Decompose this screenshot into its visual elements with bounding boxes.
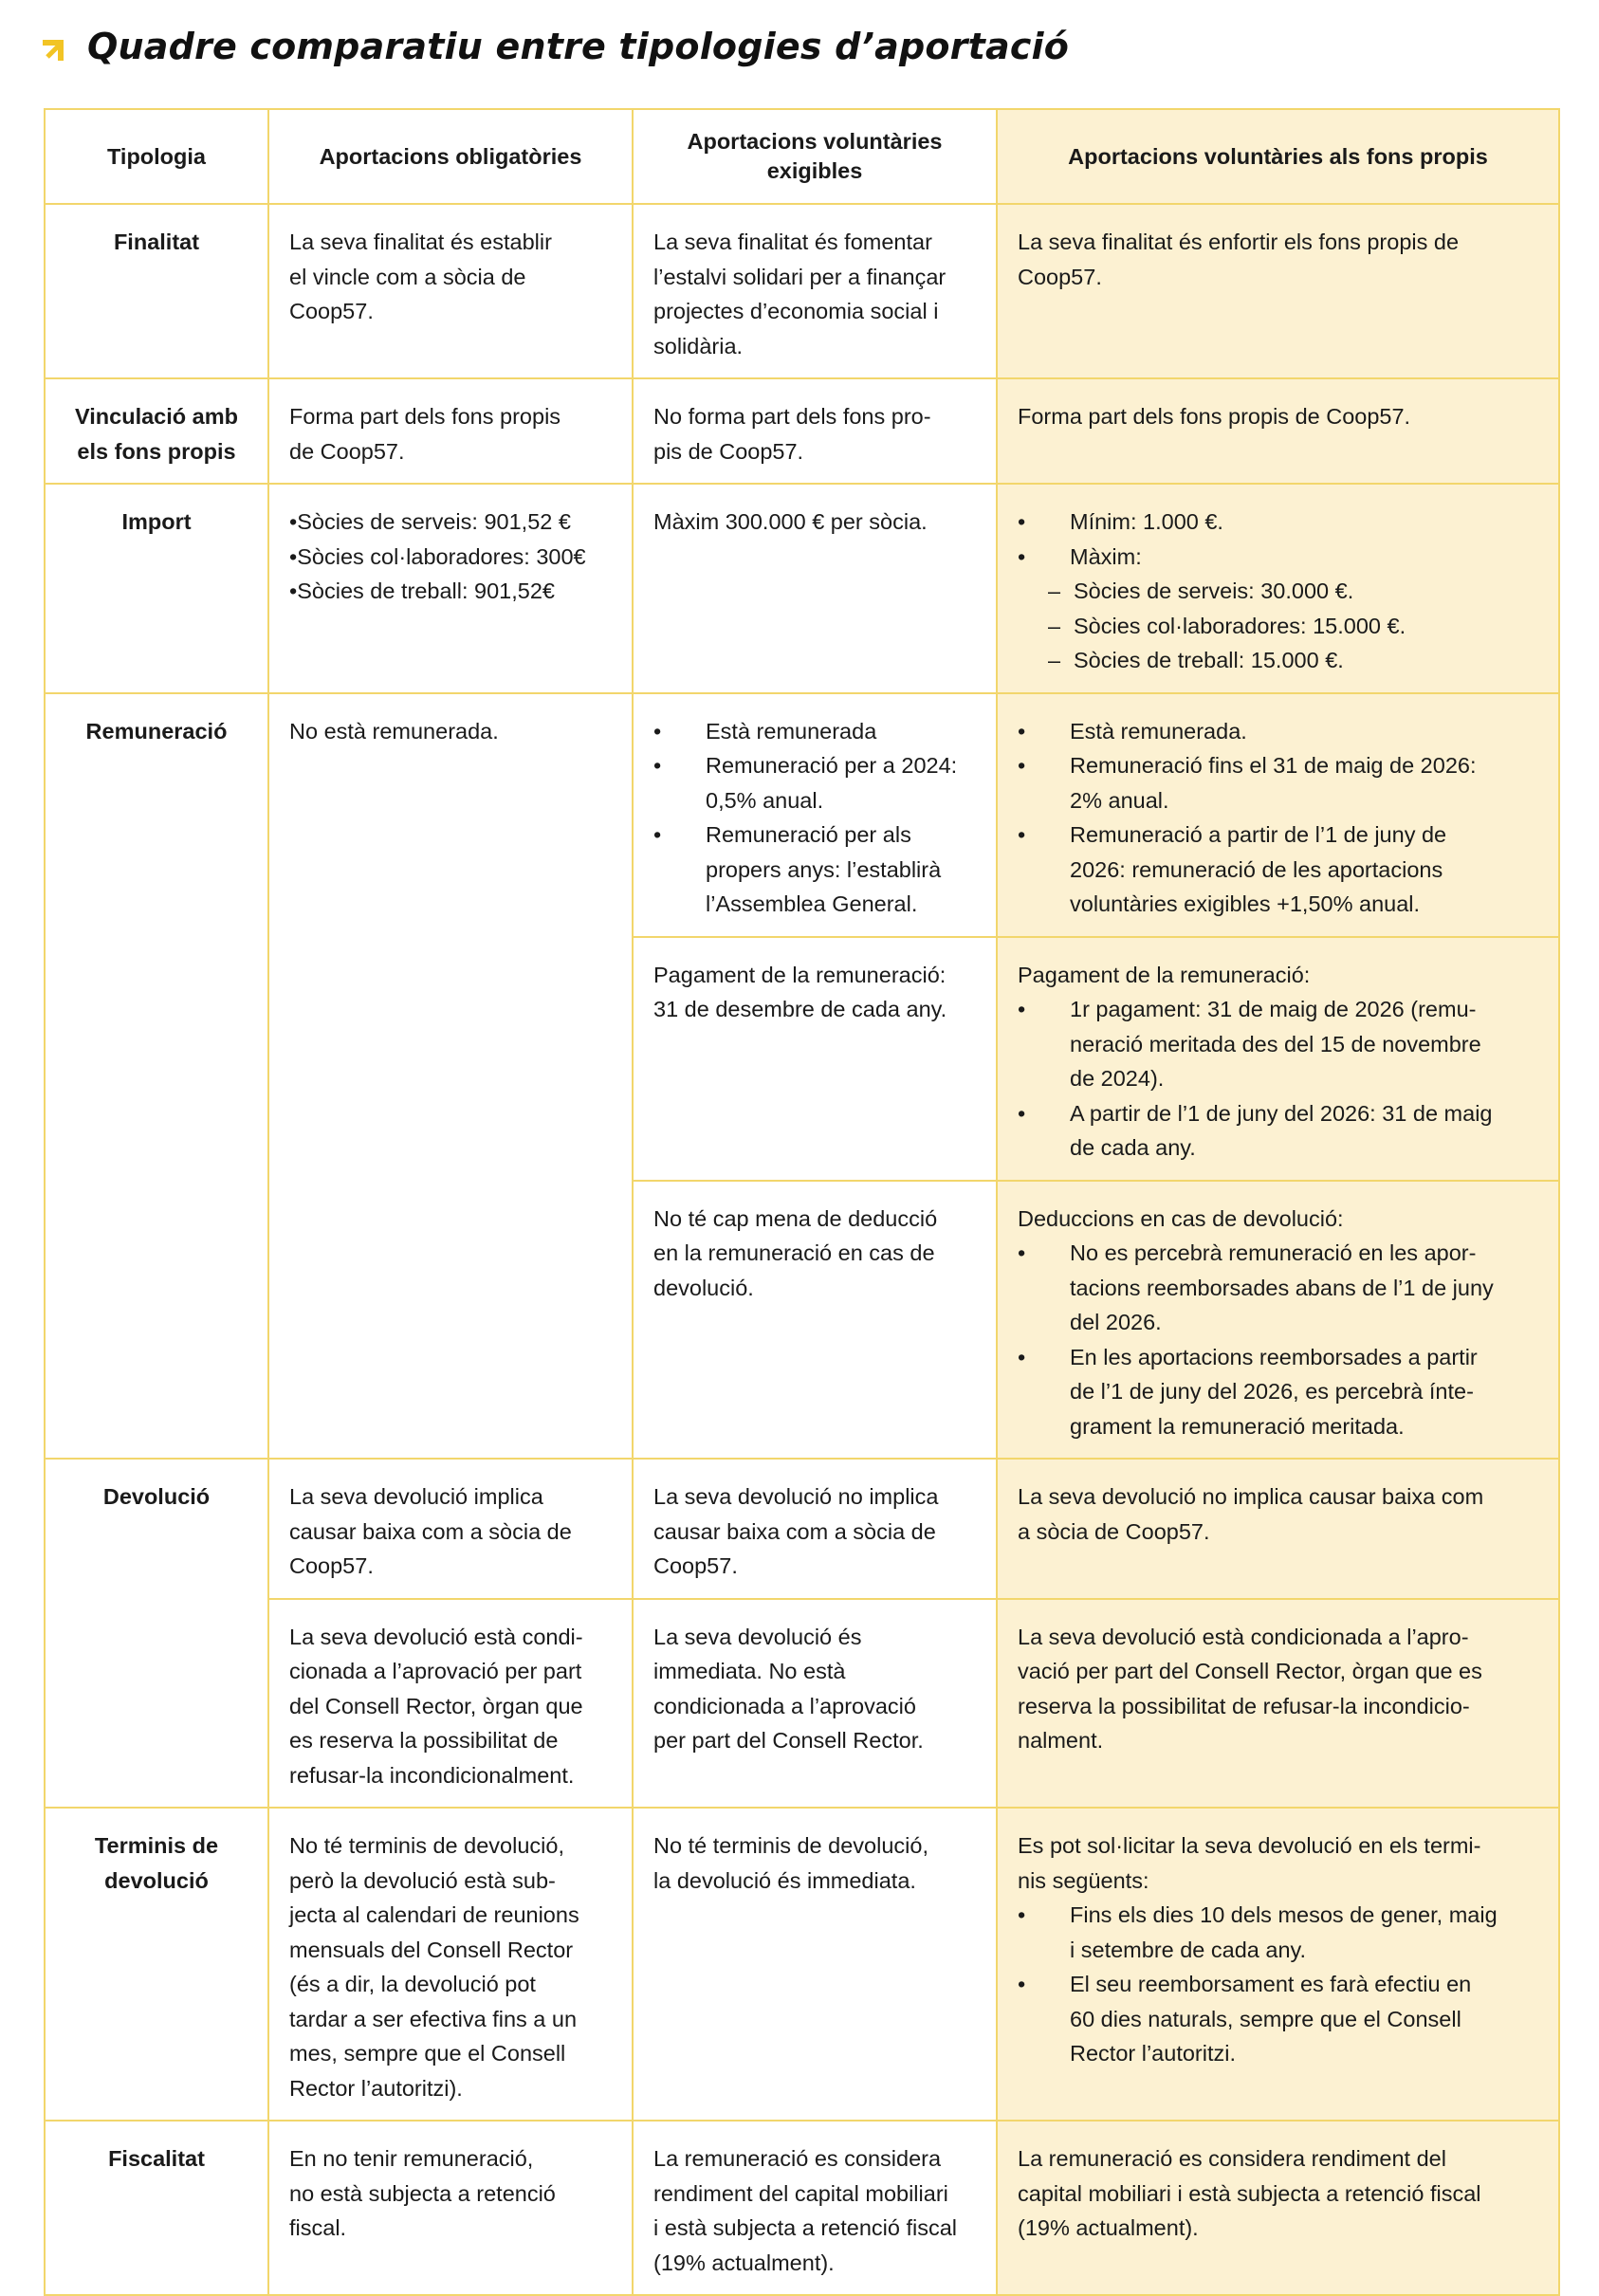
cell-remuneracio-fons-propis-1: [997, 693, 1559, 937]
list-item: • Remuneració fins el 31 de maig de 2026: 2% anual.: [1018, 748, 1539, 817]
row-devolucio-1: [45, 1459, 1559, 1599]
list-item: – Sòcies de treball: 15.000 €.: [1018, 643, 1539, 678]
remuneracio-fons-propis-list: [1018, 714, 1539, 922]
header-row: [45, 109, 1559, 204]
list-item: • A partir de l’1 de juny del 2026: 31 de maig de cada any.: [1018, 1096, 1539, 1166]
cell-remuneracio-obligatories: No està remunerada.: [268, 693, 633, 1460]
header-tipologia: Tipologia: [45, 109, 268, 204]
list-item: •Sòcies de treball: 901,52€: [289, 579, 555, 603]
list-item: •Sòcies col·laboradores: 300€: [289, 543, 586, 569]
list-item: • Remuneració per a 2024: 0,5% anual.: [653, 748, 977, 817]
list-item: – Sòcies col·laboradores: 15.000 €.: [1018, 609, 1539, 644]
cell-finalitat-voluntaries: La seva finalitat és fomentar l’estalvi solidari per a finançar projectes d’economia social i solidària.: [633, 204, 997, 378]
cell-remuneracio-voluntaries-1: [633, 693, 997, 937]
row-label-remuneracio: Remuneració: [45, 693, 268, 1460]
row-label-devolucio: Devolució: [45, 1459, 268, 1808]
row-devolucio-2: [45, 1599, 1559, 1809]
deduccions-list: [1018, 1236, 1539, 1443]
terminis-list: [1018, 1898, 1539, 2071]
cell-devolucio-fons-propis-1: La seva devolució no implica causar baixa com a sòcia de Coop57.: [997, 1459, 1559, 1599]
cell-remuneracio-fons-propis-3: [997, 1181, 1559, 1460]
list-item: – Sòcies de serveis: 30.000 €.: [1018, 574, 1539, 609]
list-item: • En les aportacions reemborsades a partir de l’1 de juny del 2026, es percebrà ínte- grament la remuneració meritada.: [1018, 1340, 1539, 1444]
header-fons-propis: Aportacions voluntàries als fons propis: [997, 109, 1559, 204]
list-item: • Està remunerada: [653, 714, 977, 749]
list-item: • Està remunerada.: [1018, 714, 1539, 749]
cell-import-obligatories: [268, 484, 633, 693]
row-fiscalitat: [45, 2121, 1559, 2295]
cell-remuneracio-fons-propis-2: [997, 937, 1559, 1181]
cell-terminis-fons-propis: [997, 1808, 1559, 2121]
cell-terminis-obligatories: No té terminis de devolució, però la devolució està sub- jecta al calendari de reunions mensuals del Consell Rector (és a dir, la devolució pot tardar a ser efectiva fins a un mes, sempre que el Consell Rector l’autoritzi).: [268, 1808, 633, 2121]
cell-finalitat-obligatories: La seva finalitat és establir el vincle com a sòcia de Coop57.: [268, 204, 633, 378]
cell-import-fons-propis: [997, 484, 1559, 693]
remuneracio-voluntaries-list: [653, 714, 977, 922]
list-item: • Remuneració per als propers anys: l’establirà l’Assemblea General.: [653, 817, 977, 922]
list-item: • Remuneració a partir de l’1 de juny de 2026: remuneració de les aportacions voluntàries exigibles +1,50% anual.: [1018, 817, 1539, 922]
comparison-table: [44, 108, 1560, 2296]
import-maxim-detail-list: [1018, 574, 1539, 678]
cell-vinculacio-fons-propis: Forma part dels fons propis de Coop57.: [997, 378, 1559, 484]
cell-remuneracio-voluntaries-3: No té cap mena de deducció en la remuneració en cas de devolució.: [633, 1181, 997, 1460]
list-item: •Sòcies de serveis: 901,52 €: [289, 509, 571, 534]
row-label-import: Import: [45, 484, 268, 693]
deduccions-intro: Deduccions en cas de devolució:: [1018, 1205, 1344, 1231]
cell-vinculacio-voluntaries: No forma part dels fons pro- pis de Coop57.: [633, 378, 997, 484]
pagament-list: [1018, 992, 1539, 1166]
cell-devolucio-voluntaries-2: La seva devolució és immediata. No està condicionada a l’aprovació per part del Consell Rector.: [633, 1599, 997, 1809]
cell-fiscalitat-voluntaries: La remuneració es considera rendiment del capital mobiliari i està subjecta a retenció fiscal (19% actualment).: [633, 2121, 997, 2295]
cell-finalitat-fons-propis: La seva finalitat és enfortir els fons propis de Coop57.: [997, 204, 1559, 378]
pagament-intro: Pagament de la remuneració:: [1018, 962, 1311, 987]
row-import: [45, 484, 1559, 693]
row-vinculacio: [45, 378, 1559, 484]
cell-vinculacio-obligatories: Forma part dels fons propis de Coop57.: [268, 378, 633, 484]
cell-import-voluntaries: Màxim 300.000 € per sòcia.: [633, 484, 997, 693]
list-item: • El seu reemborsament es farà efectiu en 60 dies naturals, sempre que el Consell Rector l’autoritzi.: [1018, 1967, 1539, 2071]
row-label-finalitat: Finalitat: [45, 204, 268, 378]
row-finalitat: [45, 204, 1559, 378]
title-row: [44, 23, 1069, 70]
import-obligatories-list: [289, 505, 613, 609]
header-obligatories: Aportacions obligatòries: [268, 109, 633, 204]
import-fons-propis-list: [1018, 505, 1539, 574]
row-remuneracio-1: [45, 693, 1559, 937]
terminis-intro: Es pot sol·licitar la seva devolució en els termi- nis següents:: [1018, 1833, 1481, 1893]
list-item: • Màxim:: [1018, 540, 1539, 575]
list-item: • Fins els dies 10 dels mesos de gener, maig i setembre de cada any.: [1018, 1898, 1539, 1967]
cell-devolucio-obligatories-2: La seva devolució està condi- cionada a l’aprovació per part del Consell Rector, òrgan que es reserva la possibilitat de refusar-la incondicionalment.: [268, 1599, 633, 1809]
page-title: Quadre comparatiu entre tipologies d’aportació: [87, 26, 1070, 67]
list-item: • Mínim: 1.000 €.: [1018, 505, 1539, 540]
list-item: • 1r pagament: 31 de maig de 2026 (remu- neració meritada des del 15 de novembre de 2024).: [1018, 992, 1539, 1096]
cell-devolucio-voluntaries-1: La seva devolució no implica causar baixa com a sòcia de Coop57.: [633, 1459, 997, 1599]
row-terminis: [45, 1808, 1559, 2121]
cell-devolucio-fons-propis-2: La seva devolució està condicionada a l’apro- vació per part del Consell Rector, òrgan que es reserva la possibilitat de refusar-la incondicio- nalment.: [997, 1599, 1559, 1809]
cell-fiscalitat-fons-propis: La remuneració es considera rendiment del capital mobiliari i està subjecta a retenció fiscal (19% actualment).: [997, 2121, 1559, 2295]
arrow-up-right-icon: [44, 33, 70, 60]
header-voluntaries: Aportacions voluntàries exigibles: [633, 109, 997, 204]
row-label-terminis: Terminis de devolució: [45, 1808, 268, 2121]
cell-terminis-voluntaries: No té terminis de devolució, la devolució és immediata.: [633, 1808, 997, 2121]
row-label-vinculacio: Vinculació amb els fons propis: [45, 378, 268, 484]
cell-fiscalitat-obligatories: En no tenir remuneració, no està subjecta a retenció fiscal.: [268, 2121, 633, 2295]
cell-devolucio-obligatories-1: La seva devolució implica causar baixa com a sòcia de Coop57.: [268, 1459, 633, 1599]
list-item: • No es percebrà remuneració en les apor- tacions reemborsades abans de l’1 de juny del 2026.: [1018, 1236, 1539, 1340]
row-label-fiscalitat: Fiscalitat: [45, 2121, 268, 2295]
cell-remuneracio-voluntaries-2: Pagament de la remuneració: 31 de desembre de cada any.: [633, 937, 997, 1181]
